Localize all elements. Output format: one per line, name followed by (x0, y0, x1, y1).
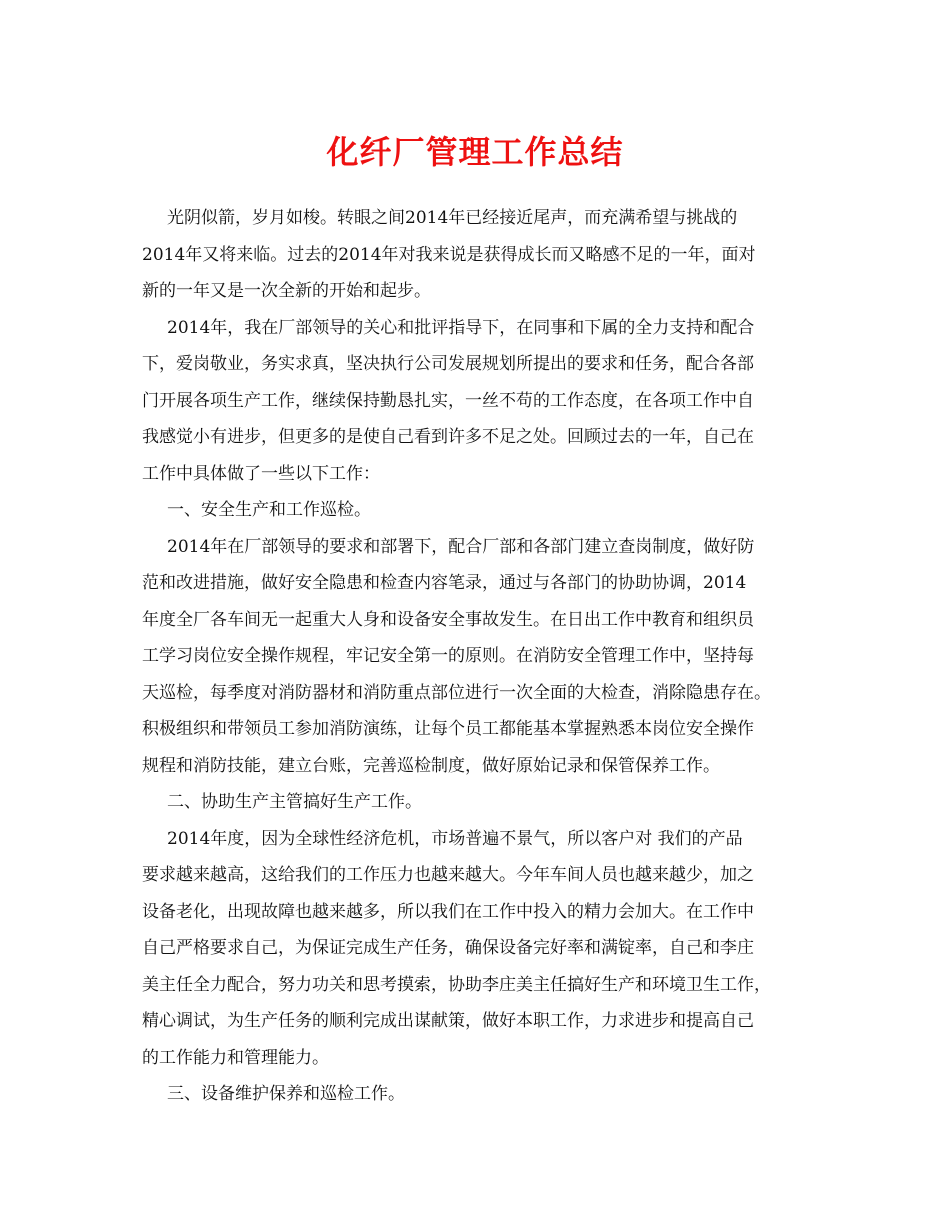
document-title: 化纤厂管理工作总结 (326, 133, 624, 171)
text-line: 2014年度，因为全球性经济危机，市场普遍不景气，所以客户对 我们的产品 (167, 828, 743, 849)
text-line: 积极组织和带领员工参加消防演练，让每个员工都能基本掌握熟悉本岗位安全操作 (142, 719, 754, 739)
text-line: 规程和消防技能，建立台账，完善巡检制度，做好原始记录和保管保养工作。 (142, 755, 720, 776)
text-line: 工学习岗位安全操作规程，牢记安全第一的原则。在消防安全管理工作中，坚持每 (142, 646, 754, 666)
text-line: 我感觉小有进步，但更多的是使自己看到许多不足之处。回顾过去的一年，自己在 (142, 427, 754, 447)
text-line: 年度全厂各车间无一起重大人身和设备安全事故发生。在日出工作中教育和组织员 (142, 609, 754, 630)
text-line: 光阴似箭，岁月如梭。转眼之间2014年已经接近尾声，而充满希望与挑战的 (167, 208, 738, 228)
text-line: 工作中具体做了一些以下工作： (142, 463, 380, 484)
text-line: 美主任全力配合，努力功关和思考摸索，协助李庄美主任搞好生产和环境卫生工作， (142, 974, 771, 995)
text-line: 自己严格要求自己，为保证完成生产任务，确保设备完好率和满锭率，自己和李庄 (142, 938, 754, 958)
text-line: 范和改进措施，做好安全隐患和检查内容笔录，通过与各部门的协助协调，2014 (142, 573, 747, 593)
text-line: 设备老化，出现故障也越来越多，所以我们在工作中投入的精力会加大。在工作中 (142, 901, 754, 922)
text-line: 天巡检，每季度对消防器材和消防重点部位进行一次全面的大检查，消除隐患存在。 (142, 682, 771, 703)
text-line: 下，爱岗敬业，务实求真，坚决执行公司发展规划所提出的要求和任务，配合各部 (142, 354, 754, 374)
text-line: 二、协助生产主管搞好生产工作。 (167, 792, 422, 812)
document-body (142, 200, 830, 1113)
text-line: 2014年在厂部领导的要求和部署下，配合厂部和各部门建立查岗制度，做好防 (167, 536, 755, 557)
text-line: 三、设备维护保养和巡检工作。 (167, 1084, 405, 1104)
text-line: 2014年，我在厂部领导的关心和批评指导下，在同事和下属的全力支持和配合 (167, 317, 755, 338)
text-line: 一、安全生产和工作巡检。 (167, 500, 371, 520)
text-line: 要求越来越高，这给我们的工作压力也越来越大。今年车间人员也越来越少，加之 (142, 865, 754, 885)
text-line: 新的一年又是一次全新的开始和起步。 (142, 281, 431, 301)
text-line: 门开展各项生产工作，继续保持勤恳扎实，一丝不苟的工作态度，在各项工作中自 (142, 390, 754, 411)
text-line: 2014年又将来临。过去的2014年对我来说是获得成长而又略感不足的一年，面对 (142, 244, 756, 265)
text-line: 的工作能力和管理能力。 (142, 1047, 329, 1068)
text-line: 精心调试，为生产任务的顺利完成出谋献策，做好本职工作，力求进步和提高自己 (142, 1011, 754, 1031)
